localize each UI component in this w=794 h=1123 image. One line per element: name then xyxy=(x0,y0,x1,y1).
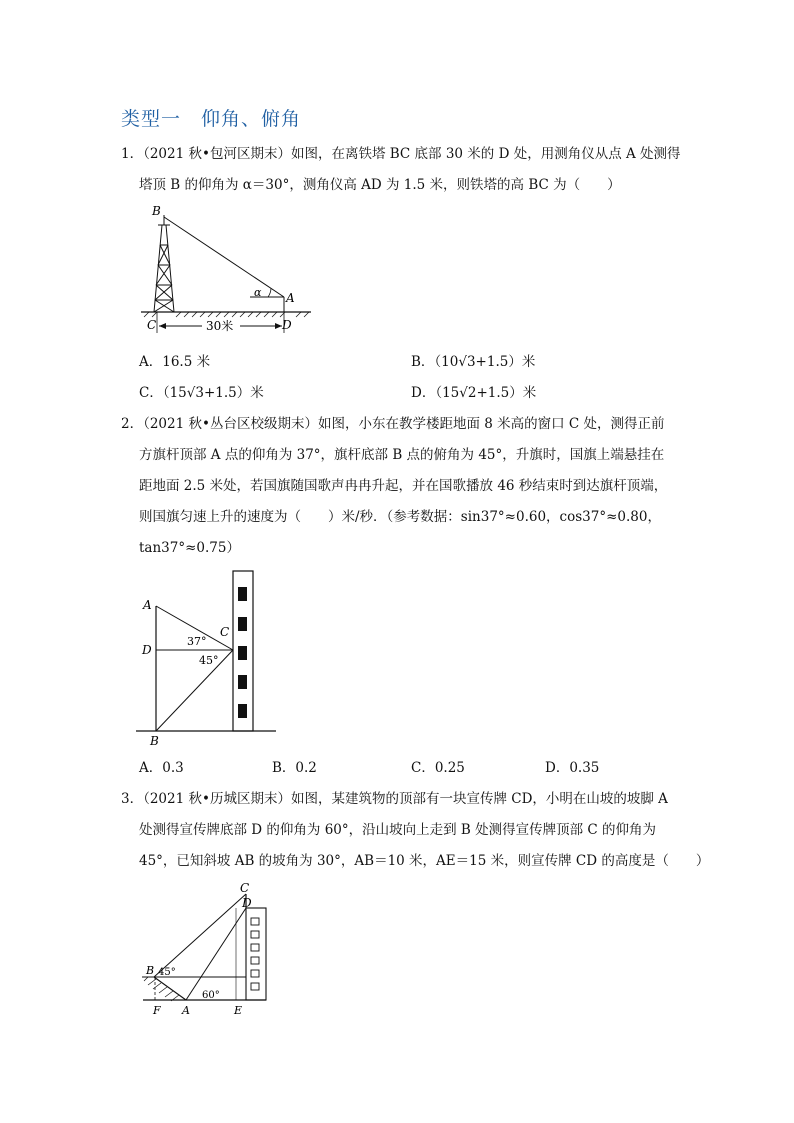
q2-angle-37: 37° xyxy=(187,635,207,648)
q2-option-b[interactable]: B．0.2 xyxy=(272,760,317,776)
q2-text-line-1: 2．（2021 秋•丛台区校级期末）如图，小东在教学楼距地面 8 米高的窗口 C 处，测得正前 xyxy=(121,416,665,432)
q2-label-a: A xyxy=(143,598,152,612)
q3-line-ad xyxy=(186,908,246,1000)
q2-window xyxy=(238,646,247,660)
q1-label-distance: 30米 xyxy=(206,319,234,333)
q1-text-line-2: 塔顶 B 的仰角为 α＝30°，测角仪高 AD 为 1.5 米，则铁塔的高 BC 为（ ） xyxy=(139,177,621,193)
q2-angle-45: 45° xyxy=(199,654,219,667)
q3-text-line-2: 处测得宣传牌底部 D 的仰角为 60°，沿山坡向上走到 B 处测得宣传牌顶部 C 的仰角为 xyxy=(139,822,657,838)
q3-window xyxy=(251,970,259,977)
q2-text-line-4: 则国旗匀速上升的速度为（ ）米/秒．（参考数据：sin37°≈0.60，cos37°≈0.80， xyxy=(139,509,661,525)
q3-label-b: B xyxy=(146,964,155,977)
q3-window xyxy=(251,944,259,951)
q1-dim-arrow-left xyxy=(159,323,166,329)
q3-angle-45: 45° xyxy=(158,967,176,978)
q2-window xyxy=(238,617,247,631)
q2-option-a[interactable]: A．0.3 xyxy=(139,760,184,776)
q1-option-a[interactable]: A．16.5 米 xyxy=(139,354,211,370)
q3-slope-ab xyxy=(154,977,186,1000)
q3-label-a: A xyxy=(182,1004,190,1017)
q3-window xyxy=(251,983,259,990)
q2-text-line-5: tan37°≈0.75） xyxy=(139,540,240,556)
q3-text-line-1: 3．（2021 秋•历城区期末）如图，某建筑物的顶部有一块宣传牌 CD，小明在山坡的坡脚 A xyxy=(121,791,668,807)
q1-figure xyxy=(136,205,316,335)
q1-label-a: A xyxy=(286,291,295,305)
section-title: 类型一 仰角、俯角 xyxy=(121,108,302,130)
q2-text-line-2: 方旗杆顶部 A 点的仰角为 37°，旗杆底部 B 点的俯角为 45°，升旗时，国旗上端悬挂在 xyxy=(139,447,665,463)
q2-window xyxy=(238,704,247,718)
q3-label-d: D xyxy=(242,896,252,910)
q2-line-cb xyxy=(156,650,233,731)
q2-text-line-3: 距地面 2.5 米处，若国旗随国歌声冉冉升起，并在国歌播放 46 秒结束时到达旗杆顶端， xyxy=(139,478,668,494)
q1-dim-arrow-right xyxy=(275,323,282,329)
q2-window xyxy=(238,587,247,601)
q1-option-d[interactable]: D．（15√2+1.5）米 xyxy=(411,385,537,401)
q3-angle-60: 60° xyxy=(202,990,220,1001)
q2-label-d: D xyxy=(142,643,152,657)
q1-label-c: C xyxy=(147,318,157,332)
q1-text-line-1: 1．（2021 秋•包河区期末）如图，在离铁塔 BC 底部 30 米的 D 处，用测角仪从点 A 处测得 xyxy=(121,146,681,162)
q1-tower xyxy=(154,215,174,312)
q2-window xyxy=(238,675,247,689)
q1-label-d: D xyxy=(282,318,292,332)
q2-label-b: B xyxy=(150,734,159,748)
q3-slope-hatch xyxy=(144,977,179,1001)
q3-line-bc xyxy=(154,894,246,977)
q3-label-e: E xyxy=(234,1004,243,1017)
q1-sight-line xyxy=(164,217,284,297)
q3-window xyxy=(251,957,259,964)
q1-label-b: B xyxy=(152,204,161,218)
q3-window xyxy=(251,931,259,938)
q1-option-c[interactable]: C．（15√3+1.5）米 xyxy=(139,385,264,401)
q3-label-f: F xyxy=(153,1004,161,1017)
q2-option-d[interactable]: D．0.35 xyxy=(545,760,600,776)
q1-angle-arc xyxy=(268,288,271,297)
q2-figure xyxy=(136,566,276,748)
q1-label-alpha: α xyxy=(254,286,262,299)
q3-building xyxy=(246,908,266,1000)
q3-window xyxy=(251,918,259,925)
q1-option-b[interactable]: B．（10√3+1.5）米 xyxy=(411,354,536,370)
q3-text-line-3: 45°，已知斜坡 AB 的坡角为 30°，AB＝10 米，AE＝15 米，则宣传牌 CD 的高度是（ ） xyxy=(139,853,710,869)
q2-label-c: C xyxy=(220,625,230,639)
q3-figure xyxy=(138,880,272,1018)
q3-label-c: C xyxy=(240,881,250,895)
q2-option-c[interactable]: C．0.25 xyxy=(411,760,465,776)
